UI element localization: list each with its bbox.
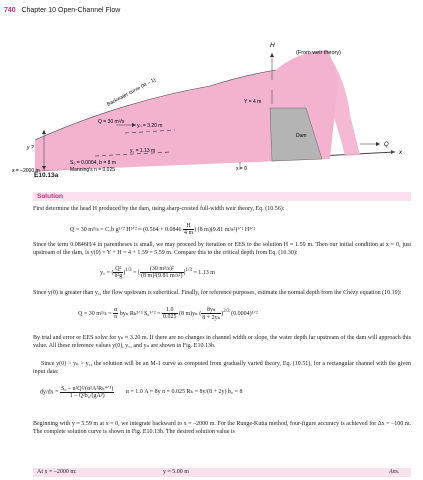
equation-critical: y꜀ = ( $\frac{\text{Q²}}{\text{b²g}}$ )$^{1/3}$ = [ $\frac{\text{(30 m³/s)²}}{\text{(8 m)²(9.81 m/s²)}}$ ]$^{1/3}$ = 1.13 m [100, 266, 215, 279]
answer-bar [33, 468, 411, 477]
figure-e10-13a [0, 20, 423, 190]
page-header [4, 6, 120, 14]
label-dam: Dam [296, 133, 307, 139]
label-yc: y꜀ = 1.13 m [130, 148, 156, 154]
answer-value: y ≈ 5.00 m [163, 469, 189, 475]
label-Q-right: Q [384, 142, 389, 148]
paragraph-2: Since the term 0.0846H/4 in parentheses is small, we may proceed by iteration or EES to the solution H ≈ 1.59 m. Then our initial condition at x = 0, just upstream of the dam, is y(0) = Y + H = 4 + 1.59 = 5.59 m. Compare this to the critical depth from Eq. (10.30): [33, 242, 411, 257]
paragraph-4: By trial and error or EES solve for yₙ ≈ 3.20 m. If there are no changes in channel width or slope, the water depth far upstream of the dam will approach this value. All these reference values y(0), y꜀, and yₙ are shown in Fig. E10.13b. [33, 335, 411, 350]
equation-gvf: dy/dx = $\frac{\text{S₀ – n²Q²/(α²A²Rₕ⁴ᐟ³)}}{\text{1 – Q²b₀/(gA³)}}$ α = 1.0 A = 8y n = 0.025 Rₕ = 8y/(8 + 2y) b₀ = 8 [40, 386, 243, 399]
label-H: H [270, 42, 275, 49]
equation-weir: Q = 30 m³/s = C꜀b g¹ᐟ² H³ᐟ² ≈ (0.564 + 0.0846 $\frac{H}{4 m}$ ) (8 m)(9.81 m/s²)¹ᐟ² H³ᐟ² [70, 223, 256, 236]
solution-heading-bar [33, 192, 411, 201]
label-manning: Manning's n = 0.025 [70, 167, 116, 173]
label-weir: (From weir theory) [296, 50, 341, 56]
figure-id: E10.13a [34, 172, 59, 179]
label-x-zero: x = 0 [236, 166, 247, 172]
label-y: y ? [27, 145, 34, 151]
equation-normal-depth: Q = 30 m³/s = $\frac{\alpha}{n}$ byₙ Rₕ²ᐟ³ S₀¹ᐟ² = $\frac{1.0}{0.025}$ (8 m)yₙ ( $\frac{\text{8yₙ}}{\text{8 + 2yₙ}}$ )$^{2/3}$ (0.0004)¹ᐟ² [78, 307, 258, 321]
paragraph-1: First determine the head H produced by the dam, using sharp-crested full-width weir theory, Eq. (10.56): [33, 206, 285, 212]
label-x-left: x = –2000 m [12, 168, 40, 174]
chapter-title: Chapter 10 Open-Channel Flow [21, 7, 121, 14]
answer-location: At x = –2000 m: [37, 469, 77, 475]
solution-heading: Solution [37, 193, 63, 200]
label-Y: Y = 4 m [244, 99, 262, 105]
label-Q-left: Q = 30 m³/s [98, 119, 125, 125]
page-number: 740 [4, 7, 16, 14]
paragraph-6: Beginning with y ≈ 5.59 m at x = 0, we integrate backward to x = –2000 m. For the Runge-Kutta method, four-figure accuracy is achieved for Δx = –100 m. The complete solution curve is shown in Fig. E10.13b. The desired solution value is [33, 421, 411, 436]
label-S0: S₀ = 0.0004, b = 8 m [70, 160, 116, 166]
paragraph-3: Since y(0) is greater than y꜀, the flow upstream is subcritical. Finally, for reference purposes, estimate the normal depth from the Chézy equation (10.19): [33, 290, 402, 296]
label-x-axis: x [399, 150, 402, 156]
answer-tag: Ans. [389, 469, 400, 475]
label-backwater: Backwater curve (M – 1) [106, 77, 157, 108]
label-yn: yₙ = 3.20 m [137, 123, 163, 129]
figure-drawing [0, 20, 423, 190]
paragraph-5: Since y(0) > yₙ > y꜀, the solution will be an M-1 curve as computed from gradually varied theory, Eq. (10.51), for a rectangular channel with the given input data: [33, 361, 411, 376]
